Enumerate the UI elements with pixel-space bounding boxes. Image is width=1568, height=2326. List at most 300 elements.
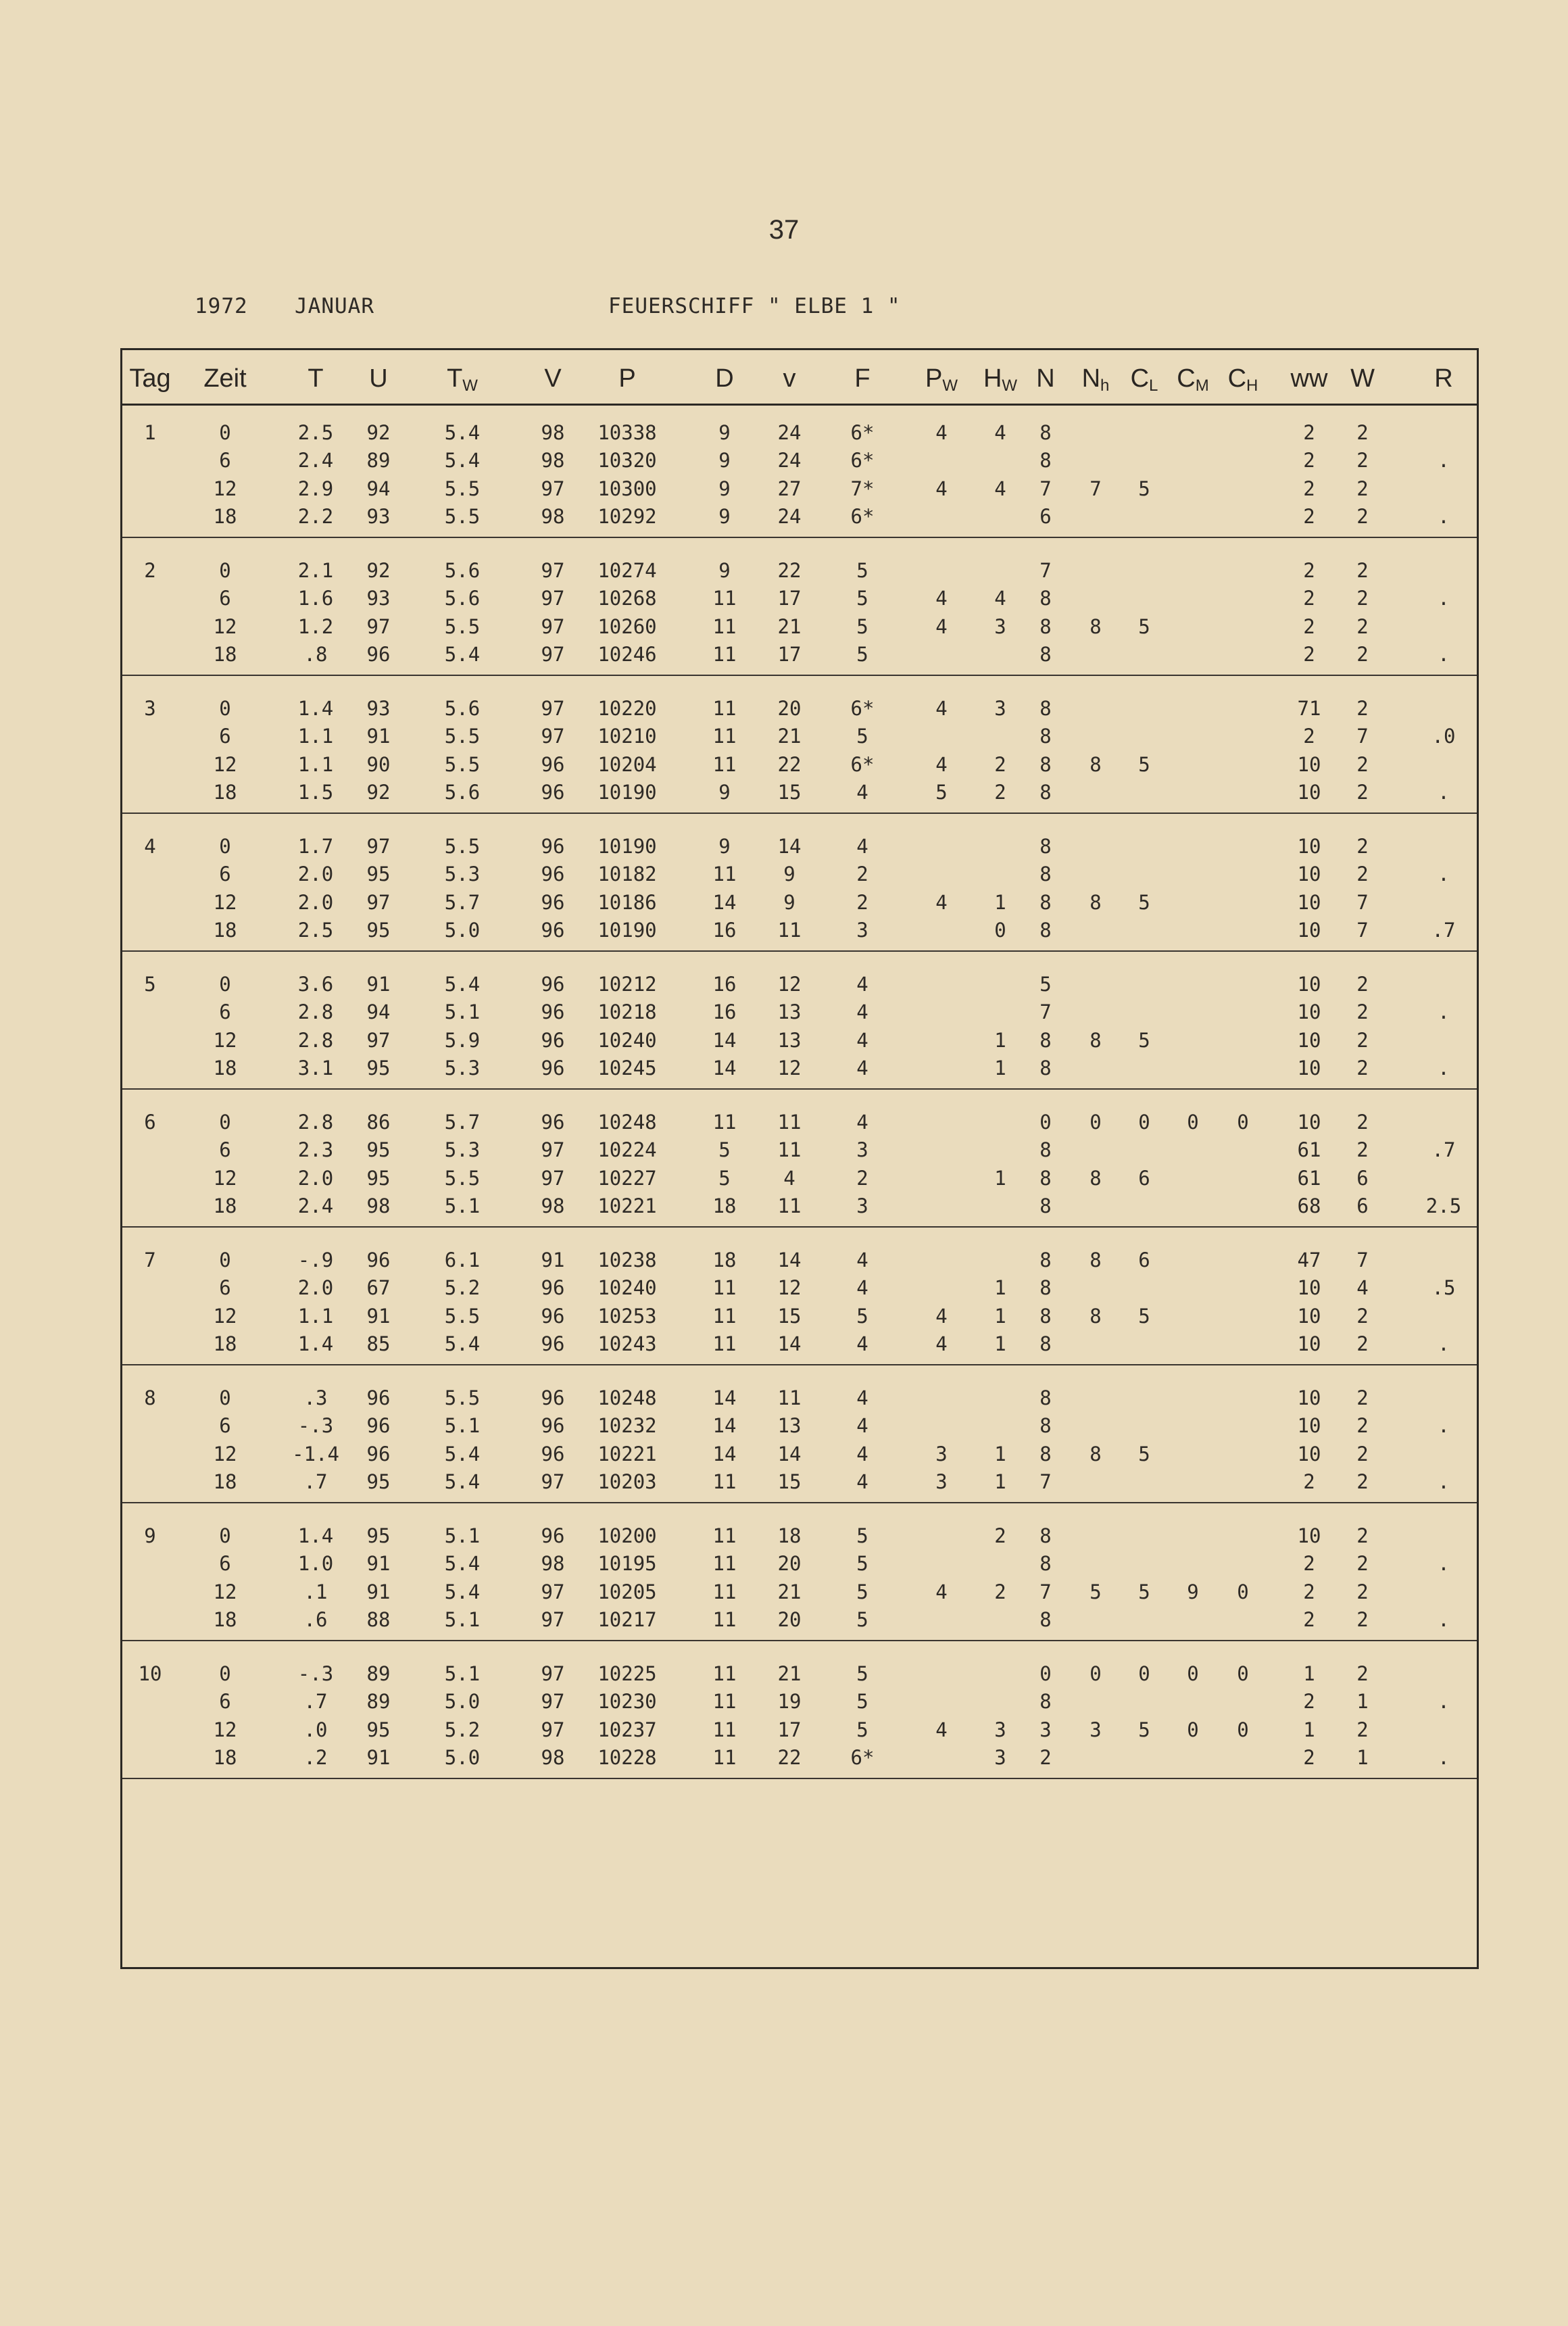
table-cell: 97 [541,1718,565,1741]
table-cell: 10 [1297,1304,1321,1328]
table-cell: 18 [213,1607,237,1631]
table-cell: 12 [213,1028,237,1052]
day-separator [122,675,1477,676]
table-cell: 11 [712,863,737,886]
table-cell: 4 [935,1718,948,1741]
table-cell: 5 [718,1166,731,1190]
day-label: 9 [144,1524,156,1547]
table-cell: 14 [712,1028,737,1052]
table-cell: 1 [994,1304,1006,1328]
table-cell: 5.4 [444,973,481,996]
table-cell: .0 [303,1718,328,1741]
table-cell: 2 [1356,1580,1369,1603]
table-cell: 2 [1356,642,1369,666]
table-cell: 20 [777,1607,802,1631]
table-cell: 8 [1039,1552,1052,1576]
table-cell: 12 [213,614,237,638]
table-cell: 11 [712,1580,737,1603]
table-cell: 5 [1138,1718,1150,1741]
table-cell: 0 [1039,1662,1052,1685]
table-cell: .7 [1431,1138,1456,1162]
table-cell: 17 [777,642,802,666]
table-cell: 2 [1356,863,1369,886]
table-cell: 96 [541,835,565,858]
table-cell: 10230 [597,1690,657,1714]
table-cell: 0 [219,1111,231,1134]
table-cell: 6 [1356,1194,1369,1217]
column-header-pw: $P_W$ [925,364,958,395]
table-cell: 96 [541,918,565,942]
table-cell: 9 [718,559,731,582]
table-cell: 94 [366,477,391,500]
table-cell: 2 [1356,1028,1369,1052]
table-cell: 61 [1297,1138,1321,1162]
table-cell: 5.1 [444,1194,481,1217]
table-cell: 5 [856,1662,868,1685]
table-cell: 0 [219,1249,231,1271]
table-cell: 7 [1039,1580,1052,1603]
table-cell: 97 [541,1607,565,1631]
table-cell: 8 [1039,835,1052,858]
table-cell: 5 [856,614,868,638]
table-cell: 10 [1297,1028,1321,1052]
table-cell: 18 [213,1470,237,1493]
table-cell: 96 [541,1386,565,1409]
table-cell: 24 [777,449,802,473]
table-cell: 21 [777,1580,802,1603]
table-cell: 10190 [597,780,657,804]
table-cell: 5 [856,1524,868,1547]
table-cell: 1.7 [297,835,334,858]
table-cell: 2.5 [1425,1194,1462,1217]
table-cell: 5.1 [444,1607,481,1631]
table-cell: 6 [219,587,231,610]
table-cell: 97 [541,1662,565,1685]
table-cell: 10 [1297,1276,1321,1300]
table-cell: 2 [1356,1414,1369,1438]
table-cell: 2 [1356,1138,1369,1162]
day-label: 1 [144,421,156,444]
table-cell: 2 [1356,835,1369,858]
table-cell: 97 [366,1028,391,1052]
table-cell: 21 [777,1662,802,1685]
table-cell: 96 [541,1028,565,1052]
table-cell: 14 [777,1332,802,1355]
table-cell: 14 [777,1442,802,1465]
table-cell: 4 [935,614,948,638]
table-cell: 11 [777,1386,802,1409]
table-cell: 67 [366,1276,391,1300]
table-cell: 5.0 [444,1745,481,1769]
table-cell: 10268 [597,587,657,610]
table-cell: 4 [856,835,868,858]
column-header-d: D [715,364,734,393]
table-cell: 2 [1356,504,1369,528]
table-cell: 9 [718,421,731,444]
table-cell: 4 [935,752,948,776]
table-cell: 2 [994,1580,1006,1603]
table-cell: 2 [1356,1056,1369,1080]
table-cell: 16 [712,1000,737,1024]
table-cell: 5.5 [444,1304,481,1328]
table-cell: . [1438,1690,1450,1714]
table-cell: 89 [366,1690,391,1714]
table-cell: 2 [1356,559,1369,582]
table-cell: 4 [856,1442,868,1465]
table-cell: 0 [1187,1111,1199,1134]
table-cell: 98 [541,504,565,528]
table-cell: 2 [1303,1470,1315,1493]
table-cell: 2.0 [297,1166,334,1190]
table-cell: 1.4 [297,1524,334,1547]
table-cell: 0 [1138,1111,1150,1134]
table-cell: 92 [366,780,391,804]
table-cell: 2 [1303,1690,1315,1714]
table-cell: 7 [1089,477,1102,500]
table-cell: 5.6 [444,780,481,804]
table-cell: 9 [783,890,795,914]
table-cell: 11 [712,1470,737,1493]
table-cell: 8 [1039,1166,1052,1190]
table-cell: 0 [1237,1111,1249,1134]
table-cell: 11 [712,725,737,748]
table-cell: 0 [1187,1718,1199,1741]
table-cell: 8 [1089,890,1102,914]
table-cell: 12 [213,1442,237,1465]
table-cell: 6 [219,725,231,748]
table-cell: 8 [1039,587,1052,610]
table-cell: 1 [1303,1718,1315,1741]
column-header-r: R [1434,364,1453,393]
table-cell: .8 [303,642,328,666]
table-cell: 8 [1039,1690,1052,1714]
table-cell: 5.4 [444,1442,481,1465]
table-cell: 8 [1039,421,1052,444]
day-separator [122,1226,1477,1228]
table-cell: 2.5 [297,421,334,444]
table-cell: 97 [541,1166,565,1190]
table-cell: 96 [541,1000,565,1024]
table-cell: 90 [366,752,391,776]
table-cell: 8 [1089,1028,1102,1052]
table-cell: 8 [1089,1304,1102,1328]
table-cell: 12 [213,1580,237,1603]
table-cell: 5.2 [444,1718,481,1741]
table-cell: 91 [366,1304,391,1328]
table-cell: 12 [777,1276,802,1300]
table-cell: 8 [1039,890,1052,914]
table-cell: 2 [1039,1745,1052,1769]
table-cell: 11 [777,1194,802,1217]
table-cell: 7 [1356,1249,1369,1271]
day-label: 6 [144,1111,156,1134]
table-cell: .2 [303,1745,328,1769]
column-header-cm: $C_M$ [1177,364,1209,395]
table-cell: 7 [1039,1470,1052,1493]
table-cell: 18 [213,1745,237,1769]
table-cell: . [1438,1745,1450,1769]
table-cell: 96 [541,1332,565,1355]
table-cell: . [1438,780,1450,804]
table-cell: 1.4 [297,697,334,720]
table-cell: 10212 [597,973,657,996]
table-cell: 5.9 [444,1028,481,1052]
table-cell: 12 [213,1718,237,1741]
table-cell: 1.4 [297,1332,334,1355]
table-cell: 3 [856,1138,868,1162]
table-cell: 5 [1138,1580,1150,1603]
table-cell: 20 [777,1552,802,1576]
table-cell: 5.5 [444,477,481,500]
table-cell: 5 [856,1552,868,1576]
table-cell: 18 [213,1332,237,1355]
table-cell: 8 [1039,780,1052,804]
table-cell: 10190 [597,918,657,942]
table-cell: 2.8 [297,1111,334,1134]
table-cell: 1.1 [297,1304,334,1328]
table-cell: 10 [1297,1524,1321,1547]
table-cell: 6 [219,1000,231,1024]
table-cell: 2 [1356,780,1369,804]
table-cell: 5 [1039,973,1052,996]
table-cell: 2 [1303,559,1315,582]
table-cell: -.9 [297,1249,334,1271]
table-cell: 2.0 [297,1276,334,1300]
table-cell: 10221 [597,1442,657,1465]
table-cell: -.3 [297,1414,334,1438]
table-cell: 10 [1297,1111,1321,1134]
table-cell: .0 [1431,725,1456,748]
table-cell: 12 [213,477,237,500]
table-cell: 7 [1356,918,1369,942]
column-header-u: U [369,364,388,393]
table-cell: 10210 [597,725,657,748]
table-cell: 2 [1356,697,1369,720]
table-cell: 2 [1303,614,1315,638]
table-cell: 5.4 [444,449,481,473]
table-cell: 2 [1356,1111,1369,1134]
table-cell: 11 [712,1524,737,1547]
table-cell: 10204 [597,752,657,776]
table-cell: 5 [1138,890,1150,914]
table-cell: 10 [1297,752,1321,776]
table-cell: 10232 [597,1414,657,1438]
table-cell: 2 [994,1524,1006,1547]
table-cell: 6 [219,1138,231,1162]
table-cell: 2 [1303,725,1315,748]
table-cell: 89 [366,449,391,473]
table-cell: 95 [366,1718,391,1741]
table-cell: 11 [712,752,737,776]
table-cell: 0 [1187,1662,1199,1685]
table-cell: 8 [1039,918,1052,942]
header-year: 1972 [195,294,248,318]
table-cell: 5 [1138,1304,1150,1328]
table-cell: 3 [994,697,1006,720]
table-cell: 5.3 [444,1056,481,1080]
table-cell: 10220 [597,697,657,720]
table-cell: 4 [783,1166,795,1190]
table-cell: 10320 [597,449,657,473]
table-cell: 4 [856,1249,868,1271]
table-cell: 96 [541,1524,565,1547]
table-cell: 17 [777,587,802,610]
table-cell: 10243 [597,1332,657,1355]
table-cell: 8 [1039,1607,1052,1631]
table-cell: 10 [1297,780,1321,804]
table-cell: 4 [856,1332,868,1355]
table-cell: 6* [850,1745,875,1769]
table-cell: 7 [1356,890,1369,914]
table-cell: 2.8 [297,1028,334,1052]
table-cell: 5 [718,1138,731,1162]
table-cell: 9 [718,477,731,500]
header-divider [122,404,1477,406]
table-cell: 5.4 [444,421,481,444]
table-cell: 10224 [597,1138,657,1162]
table-cell: 2 [1356,1470,1369,1493]
table-cell: 1 [1356,1745,1369,1769]
table-cell: 5.1 [444,1000,481,1024]
table-cell: 0 [219,973,231,996]
table-cell: 10190 [597,835,657,858]
table-cell: 97 [541,725,565,748]
day-label: 7 [144,1249,156,1271]
table-cell: 0 [219,835,231,858]
table-cell: 2.9 [297,477,334,500]
table-cell: 96 [541,780,565,804]
table-cell: 12 [213,1304,237,1328]
table-cell: 8 [1039,725,1052,748]
table-cell: 10248 [597,1386,657,1409]
table-cell: 10 [1297,863,1321,886]
table-cell: 19 [777,1690,802,1714]
table-cell: 0 [1237,1580,1249,1603]
table-cell: 12 [213,752,237,776]
table-cell: 8 [1039,614,1052,638]
table-cell: 96 [366,1249,391,1271]
table-cell: 96 [541,1304,565,1328]
table-cell: .6 [303,1607,328,1631]
table-cell: 95 [366,1056,391,1080]
table-cell: 97 [541,1470,565,1493]
table-cell: . [1438,1056,1450,1080]
header-station: FEUERSCHIFF " ELBE 1 " [608,294,901,318]
table-cell: 10260 [597,614,657,638]
table-cell: 2.5 [297,918,334,942]
table-cell: 17 [777,1718,802,1741]
table-cell: 1 [994,1276,1006,1300]
table-cell: 6 [219,863,231,886]
table-cell: 11 [777,918,802,942]
table-cell: 10 [1297,973,1321,996]
table-cell: 0 [1039,1111,1052,1134]
table-cell: 10218 [597,1000,657,1024]
table-cell: 6 [1138,1249,1150,1271]
table-cell: 7 [1356,725,1369,748]
day-label: 10 [138,1662,162,1685]
table-cell: 95 [366,1166,391,1190]
table-cell: 96 [541,863,565,886]
table-cell: 10195 [597,1552,657,1576]
table-cell: 0 [219,421,231,444]
table-cell: .7 [1431,918,1456,942]
table-cell: 71 [1297,697,1321,720]
table-cell: 12 [777,1056,802,1080]
day-label: 3 [144,697,156,720]
table-cell: 5.2 [444,1276,481,1300]
table-cell: 10217 [597,1607,657,1631]
table-cell: 18 [712,1249,737,1271]
table-cell: 20 [777,697,802,720]
table-cell: 2 [1303,504,1315,528]
table-cell: -.3 [297,1662,334,1685]
table-cell: 4 [935,1304,948,1328]
table-cell: 2.4 [297,449,334,473]
table-cell: 97 [541,614,565,638]
table-cell: 9 [718,835,731,858]
table-cell: 68 [1297,1194,1321,1217]
table-cell: 3 [935,1442,948,1465]
table-cell: 0 [219,1524,231,1547]
table-cell: 5.1 [444,1414,481,1438]
table-cell: .3 [303,1386,328,1409]
table-cell: 6 [219,1552,231,1576]
table-cell: 14 [712,1442,737,1465]
table-cell: 2.0 [297,863,334,886]
table-cell: 5.3 [444,1138,481,1162]
table-cell: 91 [366,1745,391,1769]
table-cell: 18 [712,1194,737,1217]
table-cell: 0 [1237,1662,1249,1685]
table-cell: 6 [219,449,231,473]
day-separator [122,1502,1477,1503]
table-cell: 2 [1303,421,1315,444]
column-header-n: N [1036,364,1055,393]
table-cell: 7 [1039,559,1052,582]
table-cell: 97 [366,890,391,914]
table-cell: 8 [1039,1194,1052,1217]
table-cell: 2 [1303,587,1315,610]
table-cell: 8 [1039,1056,1052,1080]
table-cell: 11 [777,1111,802,1134]
table-cell: 2 [1356,421,1369,444]
table-cell: 10 [1297,1386,1321,1409]
table-cell: 10 [1297,1056,1321,1080]
table-cell: 2 [994,752,1006,776]
table-cell: 13 [777,1414,802,1438]
table-cell: 8 [1089,1166,1102,1190]
table-cell: 5.5 [444,614,481,638]
table-cell: -1.4 [292,1442,339,1465]
table-cell: 5.6 [444,697,481,720]
table-cell: 8 [1089,614,1102,638]
table-cell: 4 [856,973,868,996]
table-cell: 15 [777,1470,802,1493]
table-cell: 98 [541,449,565,473]
table-cell: 10 [1297,1414,1321,1438]
table-cell: 7* [850,477,875,500]
table-cell: 10300 [597,477,657,500]
table-cell: 89 [366,1662,391,1685]
table-cell: 6 [1138,1166,1150,1190]
table-cell: 3 [1039,1718,1052,1741]
table-cell: 5 [1138,1028,1150,1052]
table-cell: 10182 [597,863,657,886]
table-cell: 91 [366,973,391,996]
table-cell: 2 [1356,1662,1369,1685]
table-cell: 96 [541,1276,565,1300]
